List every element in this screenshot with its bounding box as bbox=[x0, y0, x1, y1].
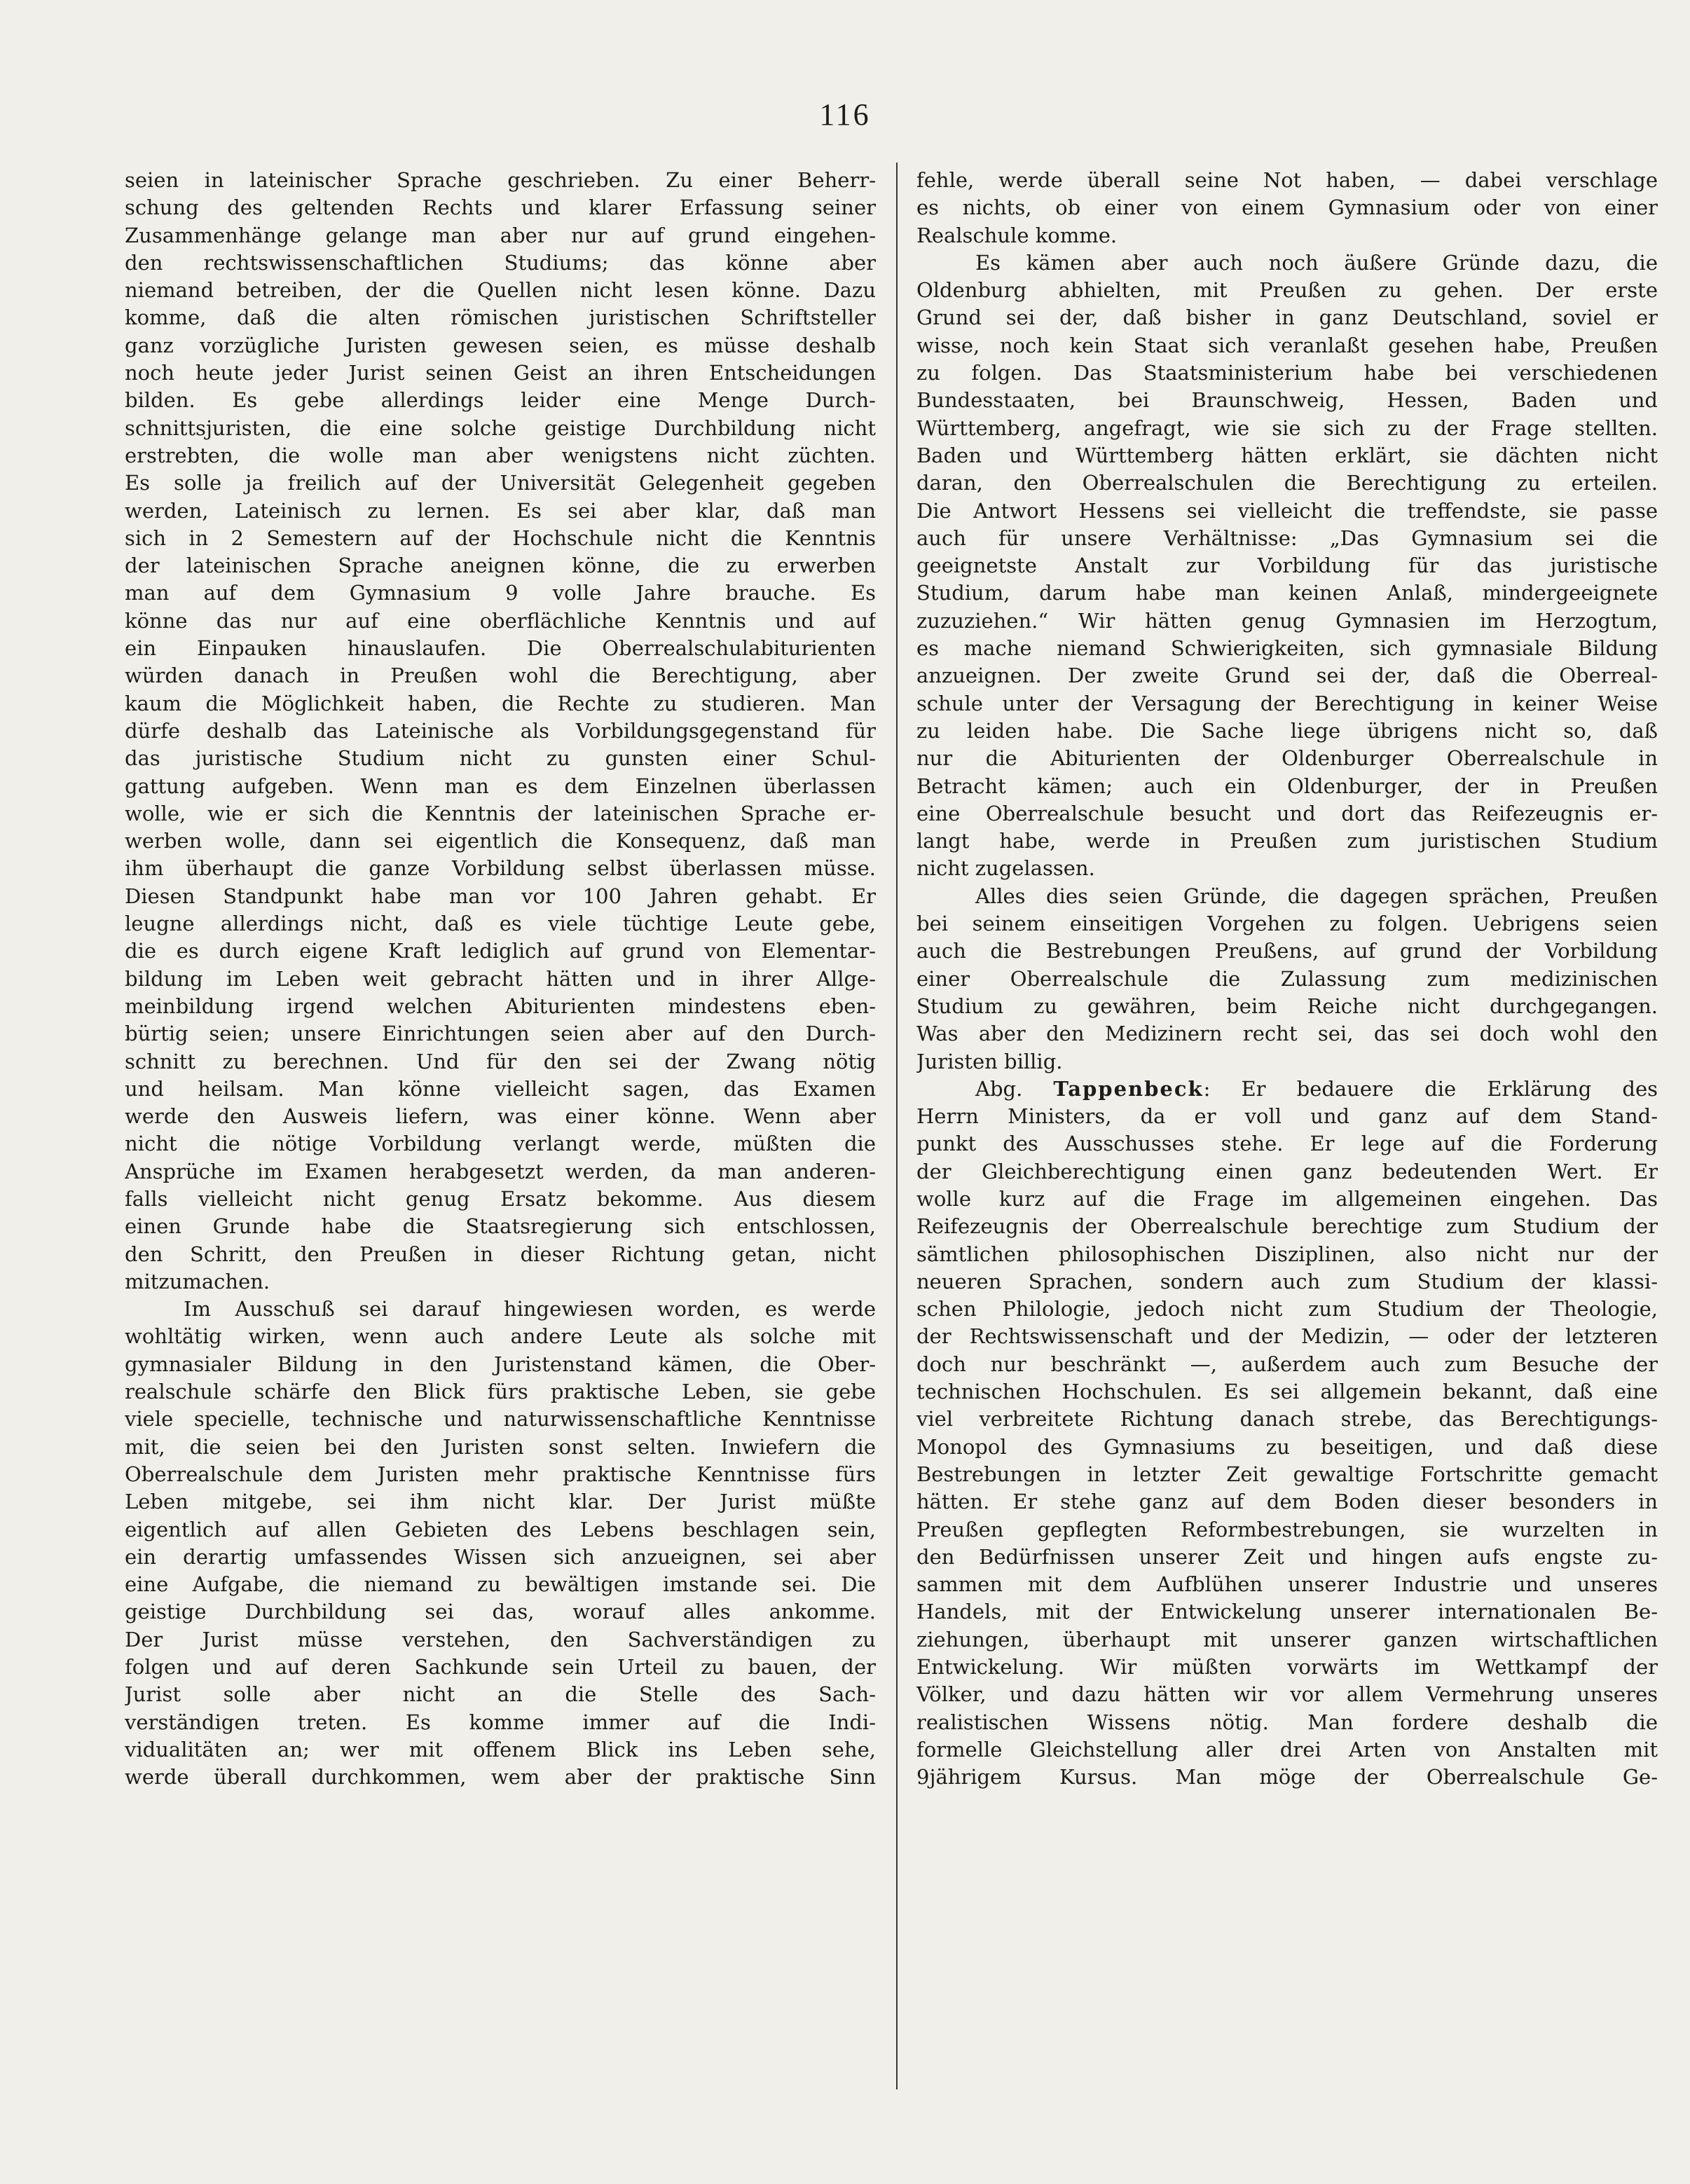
text-line: eine Oberrealschule besucht und dort das Reifezeugnis er- bbox=[916, 801, 1658, 825]
text-line: Württemberg, angefragt, wie sie sich zu der Frage stellten. bbox=[916, 415, 1658, 440]
text-line: Es solle ja freilich auf der Universität Gelegenheit gegeben bbox=[125, 471, 876, 495]
page-number: 116 bbox=[819, 97, 871, 132]
text-line: technischen Hochschulen. Es sei allgemein bekannt, daß eine bbox=[916, 1380, 1658, 1404]
text-line: den rechtswissenschaftlichen Studiums; das könne aber bbox=[125, 250, 876, 275]
text-line: formelle Gleichstellung aller drei Arten von Anstalten mit bbox=[916, 1737, 1658, 1761]
text-line: Realschule komme. bbox=[916, 223, 1118, 247]
text-line: einer Oberrealschule die Zulassung zum medizinischen bbox=[916, 966, 1658, 991]
text-line: werden, Lateinisch zu lernen. Es sei aber klar, daß man bbox=[125, 498, 876, 523]
text-line: der Gleichberechtigung einen ganz bedeutenden Wert. Er bbox=[916, 1159, 1658, 1183]
text-line: nur die Abiturienten der Oldenburger Oberrealschule in bbox=[916, 746, 1658, 771]
text-line: und heilsam. Man könne vielleicht sagen, das Examen bbox=[125, 1076, 876, 1101]
text-line: doch nur beschränkt —, außerdem auch zum Besuche der bbox=[916, 1352, 1658, 1376]
text-line: neueren Sprachen, sondern auch zum Studium der klassi- bbox=[916, 1269, 1658, 1293]
text-line: es nichts, ob einer von einem Gymnasium oder von einer bbox=[916, 195, 1658, 220]
text-line: man auf dem Gymnasium 9 volle Jahre brauche. Es bbox=[125, 581, 876, 605]
text-line: der lateinischen Sprache aneignen könne, die zu erwerben bbox=[125, 554, 876, 578]
text-line: Im Ausschuß sei darauf hingewiesen worden, es werde bbox=[184, 1297, 876, 1321]
text-line: Studium zu gewähren, beim Reiche nicht durchgegangen. bbox=[916, 994, 1658, 1018]
text-line: Leben mitgebe, sei ihm nicht klar. Der Jurist müßte bbox=[125, 1490, 876, 1514]
text-line: Alles dies seien Gründe, die dagegen sprächen, Preußen bbox=[975, 884, 1658, 908]
text-line: gattung aufgeben. Wenn man es dem Einzelnen überlassen bbox=[125, 774, 876, 798]
text-line: wolle kurz auf die Frage im allgemeinen eingehen. Das bbox=[916, 1186, 1658, 1211]
text-line: mitzumachen. bbox=[125, 1269, 270, 1293]
text-line: schnittsjuristen, die eine solche geistige Durchbildung nicht bbox=[125, 415, 876, 440]
text-line: sämtlichen philosophischen Disziplinen, also nicht nur der bbox=[916, 1242, 1658, 1266]
text-line: vidualitäten an; wer mit offenem Blick ins Leben sehe, bbox=[125, 1737, 876, 1761]
text-line: ganz vorzügliche Juristen gewesen seien, es müsse deshalb bbox=[125, 333, 876, 357]
text-line: sich in 2 Semestern auf der Hochschule nicht die Kenntnis bbox=[125, 526, 876, 550]
text-line: Grund sei der, daß bisher in ganz Deutschland, soviel er bbox=[916, 305, 1658, 330]
text-line: punkt des Ausschusses stehe. Er lege auf die Forderung bbox=[916, 1132, 1658, 1156]
text-line: langt habe, werde in Preußen zum juristischen Studium bbox=[916, 829, 1658, 853]
text-line: viel verbreitete Richtung danach strebe, das Berechtigungs- bbox=[916, 1407, 1658, 1431]
text-line: Bundesstaaten, bei Braunschweig, Hessen, Baden und bbox=[916, 388, 1658, 413]
text-line: Betracht kämen; auch ein Oldenburger, der in Preußen bbox=[916, 774, 1658, 798]
text-line: könne das nur auf eine oberflächliche Kenntnis und auf bbox=[125, 608, 876, 633]
text-line: Reifezeugnis der Oberrealschule berechtige zum Studium der bbox=[916, 1214, 1658, 1239]
text-line: Jurist solle aber nicht an die Stelle des Sach- bbox=[125, 1682, 876, 1707]
text-line: noch heute jeder Jurist seinen Geist an ihren Entscheidungen bbox=[125, 361, 876, 385]
text-line: zu folgen. Das Staatsministerium habe bei verschiedenen bbox=[916, 361, 1658, 385]
text-line: Studium, darum habe man keinen Anlaß, mindergeeignete bbox=[916, 581, 1658, 605]
text-line: Die Antwort Hessens sei vielleicht die treffendste, sie passe bbox=[916, 498, 1658, 523]
text-line: anzueignen. Der zweite Grund sei der, daß die Oberreal- bbox=[916, 664, 1658, 688]
right-column bbox=[916, 167, 1658, 1792]
text-line: schule unter der Versagung der Berechtigung in keiner Weise bbox=[916, 691, 1658, 715]
text-line: Bestrebungen in letzter Zeit gewaltige Fortschritte gemacht bbox=[916, 1462, 1658, 1486]
text-line: würden danach in Preußen wohl die Berechtigung, aber bbox=[125, 664, 876, 688]
text-line: verständigen treten. Es komme immer auf die Indi- bbox=[125, 1710, 876, 1734]
text-line: hätten. Er stehe ganz auf dem Boden dieser besonders in bbox=[916, 1490, 1658, 1514]
text-line: eine Aufgabe, die niemand zu bewältigen imstande sei. Die bbox=[125, 1572, 876, 1597]
text-line: Was aber den Medizinern recht sei, das sei doch wohl den bbox=[916, 1022, 1658, 1046]
text-line: erstrebten, die wolle man aber wenigstens nicht züchten. bbox=[125, 443, 876, 467]
text-line: den Bedürfnissen unserer Zeit und hingen aufs engste zu- bbox=[916, 1544, 1658, 1569]
text-line: es mache niemand Schwierigkeiten, sich gymnasiale Bildung bbox=[916, 636, 1658, 661]
text-line: sammen mit dem Aufblühen unserer Industrie und unseres bbox=[916, 1572, 1658, 1597]
text-line: Preußen gepflegten Reformbestrebungen, sie wurzelten in bbox=[916, 1517, 1658, 1541]
text-line: bildung im Leben weit gebracht hätten und in ihrer Allge- bbox=[125, 966, 876, 991]
text-line: Juristen billig. bbox=[916, 1049, 1063, 1073]
text-line: nicht zugelassen. bbox=[916, 856, 1095, 881]
left-column bbox=[125, 167, 876, 1792]
text-line: ziehungen, überhaupt mit unserer ganzen wirtschaftlichen bbox=[916, 1627, 1658, 1651]
text-line: Entwickelung. Wir müßten vorwärts im Wettkampf der bbox=[916, 1655, 1658, 1680]
text-line: kaum die Möglichkeit haben, die Rechte zu studieren. Man bbox=[125, 691, 876, 715]
text-line: einen Grunde habe die Staatsregierung sich entschlossen, bbox=[125, 1214, 876, 1239]
text-line: werde überall durchkommen, wem aber der praktische Sinn bbox=[125, 1765, 876, 1790]
text-line: seien in lateinischer Sprache geschrieben. Zu einer Beherr- bbox=[125, 168, 876, 192]
text-line: ein derartig umfassendes Wissen sich anzueignen, sei aber bbox=[125, 1544, 876, 1569]
text-line: wisse, noch kein Staat sich veranlaßt gesehen habe, Preußen bbox=[916, 333, 1658, 357]
text-line: Monopol des Gymnasiums zu beseitigen, und daß diese bbox=[916, 1434, 1658, 1459]
text-line: Herrn Ministers, da er voll und ganz auf dem Stand- bbox=[916, 1104, 1658, 1129]
text-line: den Schritt, den Preußen in dieser Richtung getan, nicht bbox=[125, 1242, 876, 1266]
text-line: Völker, und dazu hätten wir vor allem Vermehrung unseres bbox=[916, 1682, 1658, 1707]
text-line: Ansprüche im Examen herabgesetzt werden, da man anderen- bbox=[125, 1159, 876, 1183]
text-line: realistischen Wissens nötig. Man fordere deshalb die bbox=[916, 1710, 1658, 1734]
text-line: Oldenburg abhielten, mit Preußen zu gehen. Der erste bbox=[916, 278, 1658, 303]
text-line: zu leiden habe. Die Sache liege übrigens nicht so, daß bbox=[916, 718, 1658, 743]
text-line: ihm überhaupt die ganze Vorbildung selbst überlassen müsse. bbox=[125, 856, 876, 881]
text-line: Der Jurist müsse verstehen, den Sachverständigen zu bbox=[125, 1627, 876, 1651]
text-line: Es kämen aber auch noch äußere Gründe dazu, die bbox=[975, 250, 1658, 275]
speaker-text: : Er bedauere die Erklärung des bbox=[1203, 1076, 1658, 1101]
text-line: dürfe deshalb das Lateinische als Vorbildungsgegenstand für bbox=[125, 718, 876, 743]
text-line: viele specielle, technische und naturwissenschaftliche Kenntnisse bbox=[125, 1407, 876, 1431]
text-line: folgen und auf deren Sachkunde sein Urteil zu bauen, der bbox=[125, 1655, 876, 1680]
text-line: leugne allerdings nicht, daß es viele tüchtige Leute gebe, bbox=[125, 912, 876, 936]
text-line: 9jährigem Kursus. Man möge der Oberrealschule Ge- bbox=[916, 1765, 1658, 1790]
text-line: falls vielleicht nicht genug Ersatz bekomme. Aus diesem bbox=[125, 1186, 876, 1211]
text-line: die es durch eigene Kraft lediglich auf grund von Elementar- bbox=[125, 939, 876, 963]
text-line: meinbildung irgend welchen Abiturienten mindestens eben- bbox=[125, 994, 876, 1018]
text-line: gymnasialer Bildung in den Juristenstand kämen, die Ober- bbox=[125, 1352, 876, 1376]
text-line: eigentlich auf allen Gebieten des Lebens beschlagen sein, bbox=[125, 1517, 876, 1541]
text-line: nicht die nötige Vorbildung verlangt werde, müßten die bbox=[125, 1132, 876, 1156]
text-line: auch für unsere Verhältnisse: „Das Gymnasium sei die bbox=[916, 526, 1658, 550]
text-line: Baden und Württemberg hätten erklärt, sie dächten nicht bbox=[916, 443, 1658, 467]
text-line: Handels, mit der Entwickelung unserer internationalen Be- bbox=[916, 1600, 1658, 1624]
text-line: das juristische Studium nicht zu gunsten einer Schul- bbox=[125, 746, 876, 771]
text-line: der Rechtswissenschaft und der Medizin, — oder der letzteren bbox=[916, 1324, 1658, 1349]
text-line: Zusammenhänge gelange man aber nur auf grund eingehen- bbox=[125, 223, 876, 247]
text-line: werde den Ausweis liefern, was einer könne. Wenn aber bbox=[125, 1104, 876, 1129]
text-line: komme, daß die alten römischen juristischen Schriftsteller bbox=[125, 305, 876, 330]
text-line: mit, die seien bei den Juristen sonst selten. Inwiefern die bbox=[125, 1434, 876, 1459]
text-line: schnitt zu berechnen. Und für den sei der Zwang nötig bbox=[125, 1049, 876, 1073]
text-line: ein Einpauken hinauslaufen. Die Oberrealschulabiturienten bbox=[125, 636, 876, 661]
text-line: Oberrealschule dem Juristen mehr praktische Kenntnisse fürs bbox=[125, 1462, 876, 1486]
text-line: realschule schärfe den Blick fürs praktische Leben, sie gebe bbox=[125, 1380, 876, 1404]
text-line: geeignetste Anstalt zur Vorbildung für das juristische bbox=[916, 554, 1658, 578]
text-line: werben wolle, dann sei eigentlich die Konsequenz, daß man bbox=[125, 829, 876, 853]
text-line: wolle, wie er sich die Kenntnis der lateinischen Sprache er- bbox=[125, 801, 876, 825]
text-line: niemand betreiben, der die Quellen nicht lesen könne. Dazu bbox=[125, 278, 876, 303]
column-divider bbox=[896, 163, 898, 2089]
text-line: bei seinem einseitigen Vorgehen zu folgen. Uebrigens seien bbox=[916, 912, 1658, 936]
text-line: geistige Durchbildung sei das, worauf alles ankomme. bbox=[125, 1600, 876, 1624]
text-line: auch die Bestrebungen Preußens, auf grund der Vorbildung bbox=[916, 939, 1658, 963]
text-line: bürtig seien; unsere Einrichtungen seien aber auf den Durch- bbox=[125, 1022, 876, 1046]
text-line bbox=[916, 1076, 1658, 1103]
speaker-prefix: Abg. bbox=[975, 1076, 1054, 1101]
text-line: schen Philologie, jedoch nicht zum Studium der Theologie, bbox=[916, 1297, 1658, 1321]
speaker-name: Tappenbeck bbox=[1053, 1076, 1204, 1101]
text-line: fehle, werde überall seine Not haben, — dabei verschlage bbox=[916, 168, 1658, 192]
text-line: bilden. Es gebe allerdings leider eine Menge Durch- bbox=[125, 388, 876, 413]
text-line: schung des geltenden Rechts und klarer Erfassung seiner bbox=[125, 195, 876, 220]
text-line: zuzuziehen.“ Wir hätten genug Gymnasien im Herzogtum, bbox=[916, 608, 1658, 633]
text-line: Diesen Standpunkt habe man vor 100 Jahren gehabt. Er bbox=[125, 884, 876, 908]
text-line: wohltätig wirken, wenn auch andere Leute als solche mit bbox=[125, 1324, 876, 1349]
text-line: daran, den Oberrealschulen die Berechtigung zu erteilen. bbox=[916, 471, 1658, 495]
